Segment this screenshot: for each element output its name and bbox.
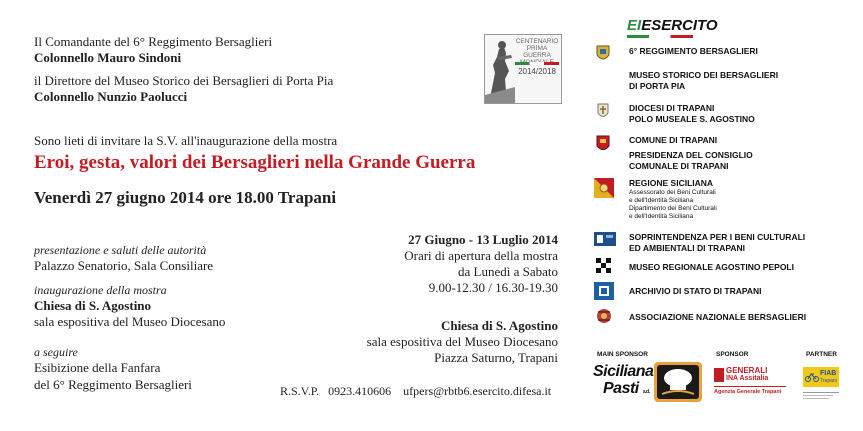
esercito-word: ESERCITO [641, 17, 718, 34]
city-crest-icon [594, 132, 612, 150]
inauguration-label: inaugurazione della mostra [34, 283, 167, 297]
commander-line: Il Comandante del 6° Reggimento Bersaglieri [34, 34, 273, 49]
rsvp-phone[interactable]: 0923.410606 [328, 384, 392, 398]
siciliana-pasti-suffix: s.r.l. [642, 389, 650, 395]
fiab-name: FIAB [820, 370, 837, 377]
rsvp-label: R.S.V.P. [280, 384, 320, 398]
inst-pepoli: MUSEO REGIONALE AGOSTINO PEPOLI [629, 262, 794, 272]
inst-region-sub1: Assessorato dei Beni Culturali [629, 189, 716, 196]
inst-regiment: 6° REGGIMENTO BERSAGLIERI [629, 46, 758, 56]
fiab-sub: Trapani [820, 378, 837, 384]
centenary-line2: PRIMA GUERRA [523, 45, 551, 59]
inst-council-line1: PRESIDENZA DEL CONSIGLIO [629, 150, 753, 160]
fiab-logo [803, 367, 839, 387]
centenary-years: 2014/2018 [518, 67, 556, 76]
inst-city: COMUNE DI TRAPANI [629, 135, 718, 145]
rsvp-line [280, 383, 551, 399]
fanfare-line2: del 6° Reggimento Bersaglieri [34, 377, 192, 392]
exhibition-period: 27 Giugno - 13 Luglio 2014 [408, 232, 558, 247]
siciliana-pasti-word1: Siciliana [593, 363, 654, 380]
inst-archive: ARCHIVIO DI STATO DI TRAPANI [629, 286, 762, 296]
inst-region-sub4: e dell'Identità Siciliana [629, 213, 694, 220]
rsvp-email[interactable]: ufpers@rbtb6.esercito.difesa.it [403, 384, 552, 398]
diocese-crest-icon [594, 101, 612, 119]
generali-logo [714, 366, 786, 398]
inst-council-line2: COMUNALE DI TRAPANI [629, 161, 729, 171]
inst-region-sub2: e dell'Identità Siciliana [629, 197, 694, 204]
partner-label: PARTNER [806, 351, 837, 358]
sponsor-label: SPONSOR [716, 351, 749, 358]
soldier-silhouette-icon [485, 35, 515, 103]
inst-diocese-line2: POLO MUSEALE S. AGOSTINO [629, 114, 755, 124]
sicily-region-icon [594, 178, 614, 198]
opening-hours: 9.00-12.30 / 16.30-19.30 [428, 280, 558, 295]
inst-region: REGIONE SICILIANA [629, 178, 714, 188]
inst-anb: ASSOCIAZIONE NAZIONALE BERSAGLIERI [629, 312, 807, 322]
inst-museum [629, 70, 778, 92]
centenary-logo [484, 34, 562, 104]
archive-icon [594, 282, 614, 300]
exhibition-venue [300, 318, 558, 366]
chef-hat-icon [654, 362, 702, 402]
lion-icon [714, 368, 724, 382]
exhibition-title: Eroi, gesta, valori dei Bersaglieri nella Grande Guerra [34, 152, 476, 173]
anb-crest-icon [594, 307, 614, 325]
inst-museum-line2: DI PORTA PIA [629, 81, 686, 91]
inst-region-sub [629, 189, 717, 221]
inst-region-sub3: Dipartimento dei Beni Culturali [629, 205, 717, 212]
commander-name: Colonnello Mauro Sindoni [34, 50, 182, 65]
main-sponsor-label: MAIN SPONSOR [597, 351, 648, 358]
inst-soprintendenza-line1: SOPRINTENDENZA PER I BENI CULTURALI [629, 232, 806, 242]
opening-days: da Lunedì a Sabato [458, 264, 558, 279]
siciliana-pasti-logo [593, 363, 655, 401]
following-label: a seguire [34, 345, 78, 359]
esercito-logo [627, 17, 718, 34]
exhibition-schedule [300, 232, 558, 296]
event-date: Venerdì 27 giugno 2014 ore 18.00 Trapani [34, 188, 337, 207]
esercito-prefix: EI [627, 17, 642, 34]
esercito-flag-bar [627, 35, 693, 38]
siciliana-pasti-word2: Pasti [603, 380, 639, 397]
opening-hours-label: Orari di apertura della mostra [404, 248, 558, 263]
soprintendenza-icon [594, 232, 616, 246]
regiment-crest-icon [594, 42, 612, 60]
generali-name: GENERALI [726, 366, 768, 375]
venue-name: Chiesa di S. Agostino [440, 318, 558, 333]
inst-diocese [629, 103, 755, 125]
centenary-line1: CENTENARIO [515, 38, 559, 45]
venue-address: Piazza Saturno, Trapani [434, 350, 558, 365]
generali-ina: INA Assitalia [726, 375, 769, 382]
inauguration-subplace: sala espositiva del Museo Diocesano [34, 314, 226, 329]
bicycle-icon [805, 372, 819, 382]
inst-diocese-line1: DIOCESI DI TRAPANI [629, 103, 715, 113]
generali-agency: Agenzia Generale Trapani [714, 386, 786, 395]
venue-sub: sala espositiva del Museo Diocesano [366, 334, 558, 349]
intro-line: Sono lieti di invitare la S.V. all'inaugurazione della mostra [34, 133, 338, 148]
inauguration-place: Chiesa di S. Agostino [34, 298, 152, 313]
pepoli-museum-icon [596, 258, 612, 274]
presentation-label: presentazione e saluti delle autorità [34, 243, 207, 257]
director-name: Colonnello Nunzio Paolucci [34, 89, 188, 104]
inst-soprintendenza [629, 232, 805, 254]
fiab-fine-print [803, 390, 839, 400]
presentation-place: Palazzo Senatorio, Sala Consiliare [34, 258, 214, 273]
director-line: il Direttore del Museo Storico dei Bersaglieri di Porta Pia [34, 73, 334, 88]
inst-soprintendenza-line2: ED AMBIENTALI DI TRAPANI [629, 243, 746, 253]
inst-council [629, 150, 753, 172]
inst-museum-line1: MUSEO STORICO DEI BERSAGLIERI [629, 70, 779, 80]
italian-flag-stripe [515, 62, 559, 65]
fanfare-line1: Esibizione della Fanfara [34, 360, 161, 375]
